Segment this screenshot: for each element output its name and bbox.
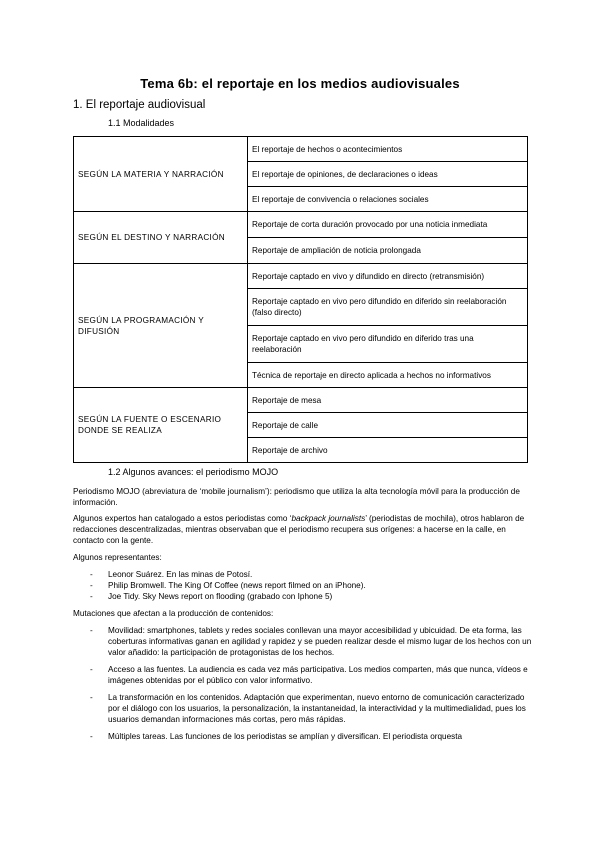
list-item-text: La transformación en los contenidos. Adaptación que experimentan, nuevo entorno de comunicación caracterizado por el diálogo con los usuarios, la personalización, la instantaneidad, la interactividad y la multimedialidad, pues los usuarios demandan informaciones más cortas, pero más rápidas. [108, 693, 526, 724]
table-item-cell: Reportaje captado en vivo y difundido en directo (retransmisión) [248, 264, 528, 289]
list-item [90, 625, 535, 658]
list-dash: - [90, 665, 93, 674]
table-item-cell: Reportaje de mesa [248, 388, 528, 413]
paragraph-mutaciones: Mutaciones que afectan a la producción de contenidos: [73, 609, 274, 618]
document-title: Tema 6b: el reportaje en los medios audiovisuales [140, 76, 460, 91]
list-item [90, 580, 535, 591]
list-item-text: Movilidad: smartphones, tablets y redes sociales conllevan una mayor accesibilidad y ubicuidad. De eta forma, las coberturas informativas ganan en agilidad y rapidez y se pueden realizar desde el mismo lugar de los hechos con un valor añadido: la participación de protagonistas de los hechos. [108, 626, 532, 657]
table-item-cell: Reportaje de ampliación de noticia prolongada [248, 238, 528, 264]
table-item-cell: Reportaje captado en vivo pero difundido en diferido sin reelaboración (falso directo) [248, 289, 528, 326]
paragraph-text: Algunos expertos han catalogado a estos periodistas como ‘ [73, 514, 292, 523]
list-item [90, 664, 535, 686]
list-item [90, 591, 535, 602]
list-item [90, 731, 535, 742]
list-item [90, 569, 535, 580]
list-item-text: Múltiples tareas. Las funciones de los periodistas se amplían y diversifican. El periodista orquesta [108, 732, 463, 741]
table-category-cell: SEGÚN LA FUENTE O ESCENARIO DONDE SE REALIZA [74, 388, 248, 463]
table-item-cell: El reportaje de convivencia o relaciones sociales [248, 187, 528, 212]
table-item-cell: Reportaje de calle [248, 413, 528, 438]
paragraph-text: ’ (periodistas de mochila), otros hablaron de redacciones descentralizadas, mientras observaban que el periodismo recupera sus orígenes: a hacerse en la calle, en contacto con la gente. [73, 514, 525, 545]
list-dash: - [90, 693, 93, 702]
paragraph-mojo-definition: Periodismo MOJO (abreviatura de ‘mobile journalism’): periodismo que utiliza la alta tecnología móvil para la producción de información. [73, 487, 520, 507]
subsection-heading-mojo: 1.2 Algunos avances: el periodismo MOJO [108, 467, 279, 477]
list-item-text: Philip Bromwell. The King Of Coffee (news report filmed on an iPhone). [108, 581, 366, 590]
paragraph-backpack-journalists [73, 513, 533, 546]
modalidades-table [73, 136, 528, 463]
list-dash: - [90, 581, 93, 590]
table-item-cell: Técnica de reportaje en directo aplicada a hechos no informativos [248, 363, 528, 388]
list-item [90, 692, 535, 725]
emphasis-text: backpack journalists [291, 514, 366, 523]
list-item-text: Acceso a las fuentes. La audiencia es cada vez más participativa. Los medios comparten, más que nunca, vídeos e imágenes obtenidas por el público con valor informativo. [108, 665, 528, 685]
table-item-cell: Reportaje captado en vivo pero difundido en diferido tras una reelaboración [248, 326, 528, 363]
list-dash: - [90, 626, 93, 635]
representatives-list [90, 569, 535, 602]
section-heading: 1. El reportaje audiovisual [73, 99, 206, 111]
list-dash: - [90, 592, 93, 601]
table-item-cell: Reportaje de archivo [248, 438, 528, 463]
table-item-cell: El reportaje de hechos o acontecimientos [248, 137, 528, 162]
subsection-heading-modalidades: 1.1 Modalidades [108, 118, 175, 128]
table-item-cell: El reportaje de opiniones, de declaraciones o ideas [248, 162, 528, 187]
list-dash: - [90, 732, 93, 741]
table-item-cell: Reportaje de corta duración provocado por una noticia inmediata [248, 212, 528, 238]
list-item-text: Joe Tidy. Sky News report on flooding (grabado con Iphone 5) [108, 592, 333, 601]
list-dash: - [90, 570, 93, 579]
table-category-cell: SEGÚN LA PROGRAMACIÓN Y DIFUSIÓN [74, 264, 248, 388]
table-category-cell: SEGÚN EL DESTINO Y NARRACIÓN [74, 212, 248, 264]
table-category-cell: SEGÚN LA MATERIA Y NARRACIÓN [74, 137, 248, 212]
list-item-text: Leonor Suárez. En las minas de Potosí. [108, 570, 253, 579]
mutations-list [90, 625, 535, 742]
paragraph-representantes: Algunos representantes: [73, 553, 162, 562]
